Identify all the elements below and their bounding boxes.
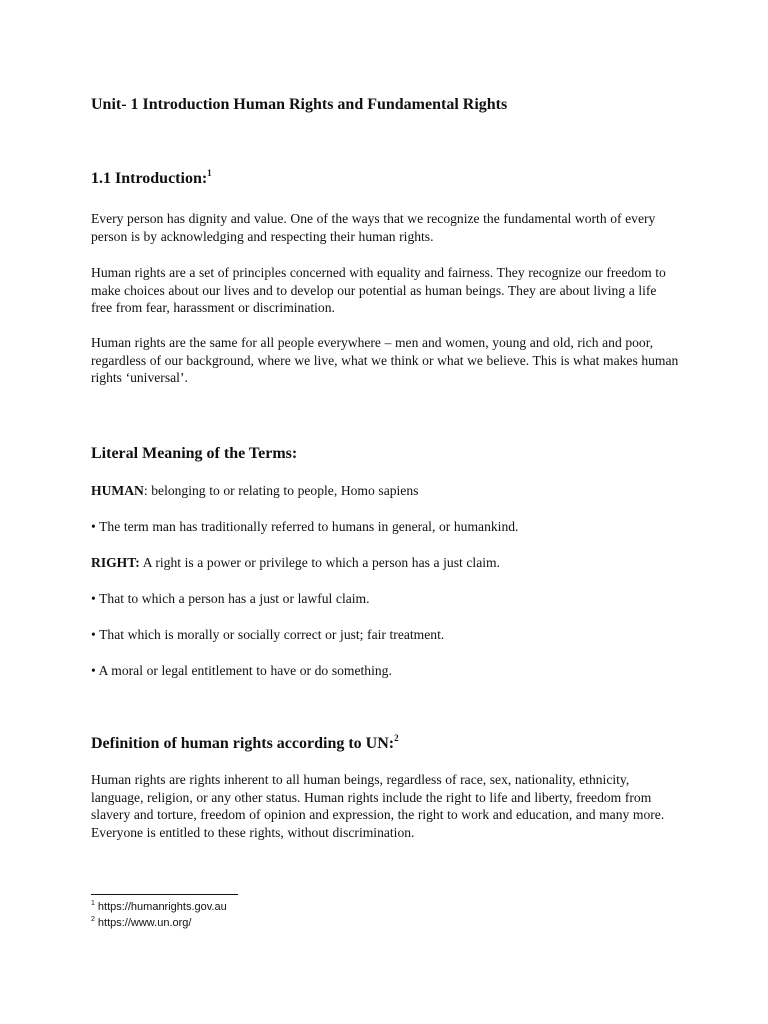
- right-bullet-2: • That which is morally or socially correct or just; fair treatment.: [91, 627, 445, 642]
- un-footnote-ref: 2: [394, 732, 399, 743]
- intro-paragraph-3: Human rights are the same for all people everywhere – men and women, young and old, rich and poor, regardless of our background, where we live, what we think or what we believe. This is what makes human rights ‘universal’.: [91, 335, 679, 386]
- human-definition: [91, 482, 681, 500]
- right-bullet-1: • That to which a person has a just or lawful claim.: [91, 591, 370, 606]
- un-paragraph: Human rights are rights inherent to all human beings, regardless of race, sex, nationality, ethnicity, language, religion, or any other status. Human rights include the right to life and liberty, freedom from slavery and torture, freedom of opinion and expression, the right to work and education, and many more. Everyone is entitled to these rights, without discrimination.: [91, 772, 665, 840]
- right-term: RIGHT:: [91, 555, 140, 570]
- literal-heading: Literal Meaning of the Terms:: [91, 445, 298, 462]
- intro-heading: [91, 169, 681, 189]
- intro-paragraph-2: Human rights are a set of principles concerned with equality and fairness. They recognize our freedom to make choices about our lives and to develop our potential as human beings. They are about living a life free from fear, harassment or discrimination.: [91, 265, 666, 316]
- intro-paragraph-1: Every person has dignity and value. One of the ways that we recognize the fundamental worth of every person is by acknowledging and respecting their human rights.: [91, 211, 656, 244]
- right-def-text: A right is a power or privilege to which a person has a just claim.: [139, 555, 500, 570]
- right-definition: [91, 554, 681, 572]
- human-term: HUMAN: [91, 483, 144, 498]
- right-bullet-3: • A moral or legal entitlement to have or do something.: [91, 663, 392, 678]
- intro-heading-text: 1.1 Introduction:: [91, 170, 208, 187]
- footnote-2-link[interactable]: https://www.un.org/: [97, 917, 192, 929]
- human-def-text: : belonging to or relating to people, Homo sapiens: [143, 483, 419, 498]
- intro-footnote-ref: 1: [207, 167, 212, 178]
- footnote-2: [91, 916, 191, 930]
- footnote-separator: [91, 894, 238, 895]
- footnote-1: [91, 900, 227, 914]
- document-title: Unit- 1 Introduction Human Rights and Fundamental Rights: [91, 96, 508, 113]
- human-bullet: • The term man has traditionally referred to humans in general, or humankind.: [91, 519, 519, 534]
- footnote-1-link[interactable]: https://humanrights.gov.au: [97, 901, 227, 913]
- un-heading-text: Definition of human rights according to UN:: [91, 735, 395, 752]
- footnote-2-mark: 2: [91, 916, 95, 924]
- un-heading: [91, 734, 681, 754]
- footnote-1-mark: 1: [91, 900, 95, 908]
